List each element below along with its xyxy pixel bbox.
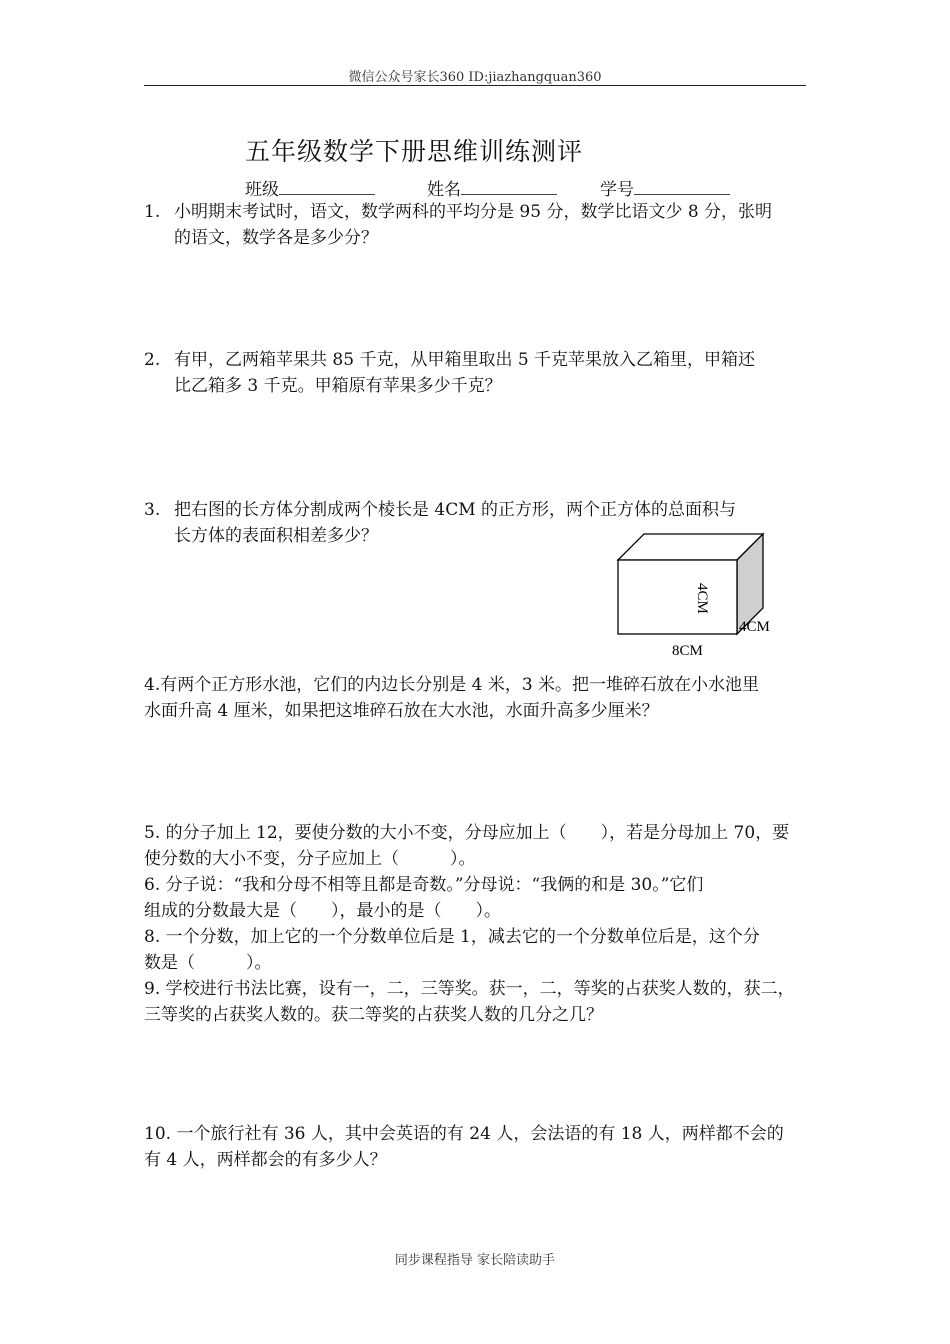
width-label: 8CM — [672, 643, 703, 659]
page-header: 微信公众号家长360 ID:jiazhangquan360 — [348, 70, 602, 85]
fill-in-block — [144, 820, 824, 1028]
cuboid-front-face — [618, 560, 737, 634]
header-rule — [144, 85, 806, 86]
question-text: 比乙箱多 3 千克。甲箱原有苹果多少千克？ — [174, 376, 502, 396]
question-8-text: 数是（ ）。 — [144, 953, 272, 973]
name-blank — [461, 178, 557, 195]
question-1 — [144, 199, 816, 251]
question-2 — [144, 347, 816, 399]
page-footer: 同步课程指导 家长陪读助手 — [394, 1253, 556, 1268]
question-10 — [144, 1121, 816, 1173]
student-id-field — [600, 175, 730, 200]
question-text: 水面升高 4 厘米，如果把这堆碎石放在大水池，水面升高多少厘米？ — [144, 701, 659, 721]
question-6-text: 6. 分子说：“我和分母不相等且都是奇数。”分母说：“我俩的和是 30。”它们 — [144, 875, 704, 895]
question-text: 长方体的表面积相差多少？ — [174, 526, 378, 546]
class-field — [245, 175, 375, 200]
question-9-text: 三等奖的占获奖人数的。获二等奖的占获奖人数的几分之几？ — [144, 1005, 603, 1025]
cuboid-figure — [600, 525, 800, 665]
question-9-text: 9. 学校进行书法比赛，设有一，二，三等奖。获一，二，等奖的占获奖人数的，获二， — [144, 979, 795, 999]
class-blank — [279, 178, 375, 195]
question-text: 有甲，乙两箱苹果共 85 千克，从甲箱里取出 5 千克苹果放入乙箱里，甲箱还 — [174, 350, 756, 370]
question-5-text: 使分数的大小不变，分子应加上（ ）。 — [144, 849, 476, 869]
name-label: 姓名 — [427, 180, 461, 200]
question-number: 1. — [144, 202, 161, 222]
question-text: 的语文，数学各是多少分？ — [174, 228, 378, 248]
question-text: 4.有两个正方形水池，它们的内边长分别是 4 米，3 米。把一堆碎石放在小水池里 — [144, 675, 760, 695]
name-field — [427, 175, 557, 200]
student-id-label: 学号 — [600, 180, 634, 200]
class-label: 班级 — [245, 180, 279, 200]
question-number: 2. — [144, 350, 161, 370]
question-text: 小明期末考试时，语文，数学两科的平均分是 95 分，数学比语文少 8 分，张明 — [174, 202, 773, 222]
question-number: 3. — [144, 500, 161, 520]
question-4 — [144, 672, 816, 724]
height-label: 4CM — [694, 583, 710, 614]
depth-label: 4CM — [739, 619, 770, 635]
question-text: 把右图的长方体分割成两个棱长是 4CM 的正方形，两个正方体的总面积与 — [174, 500, 737, 520]
question-6-text: 组成的分数最大是（ ），最小的是（ ）。 — [144, 901, 501, 921]
student-id-blank — [634, 178, 730, 195]
page-title: 五年级数学下册思维训练测评 — [245, 137, 584, 166]
question-8-text: 8. 一个分数，加上它的一个分数单位后是 1，减去它的一个分数单位后是，这个分 — [144, 927, 760, 947]
question-text: 10. 一个旅行社有 36 人，其中会英语的有 24 人，会法语的有 18 人，两样都不会的 — [144, 1124, 784, 1144]
question-text: 有 4 人，两样都会的有多少人？ — [144, 1150, 387, 1170]
question-5-text: 5. 的分子加上 12，要使分数的大小不变，分母应加上（ ），若是分母加上 70，要 — [144, 823, 790, 843]
